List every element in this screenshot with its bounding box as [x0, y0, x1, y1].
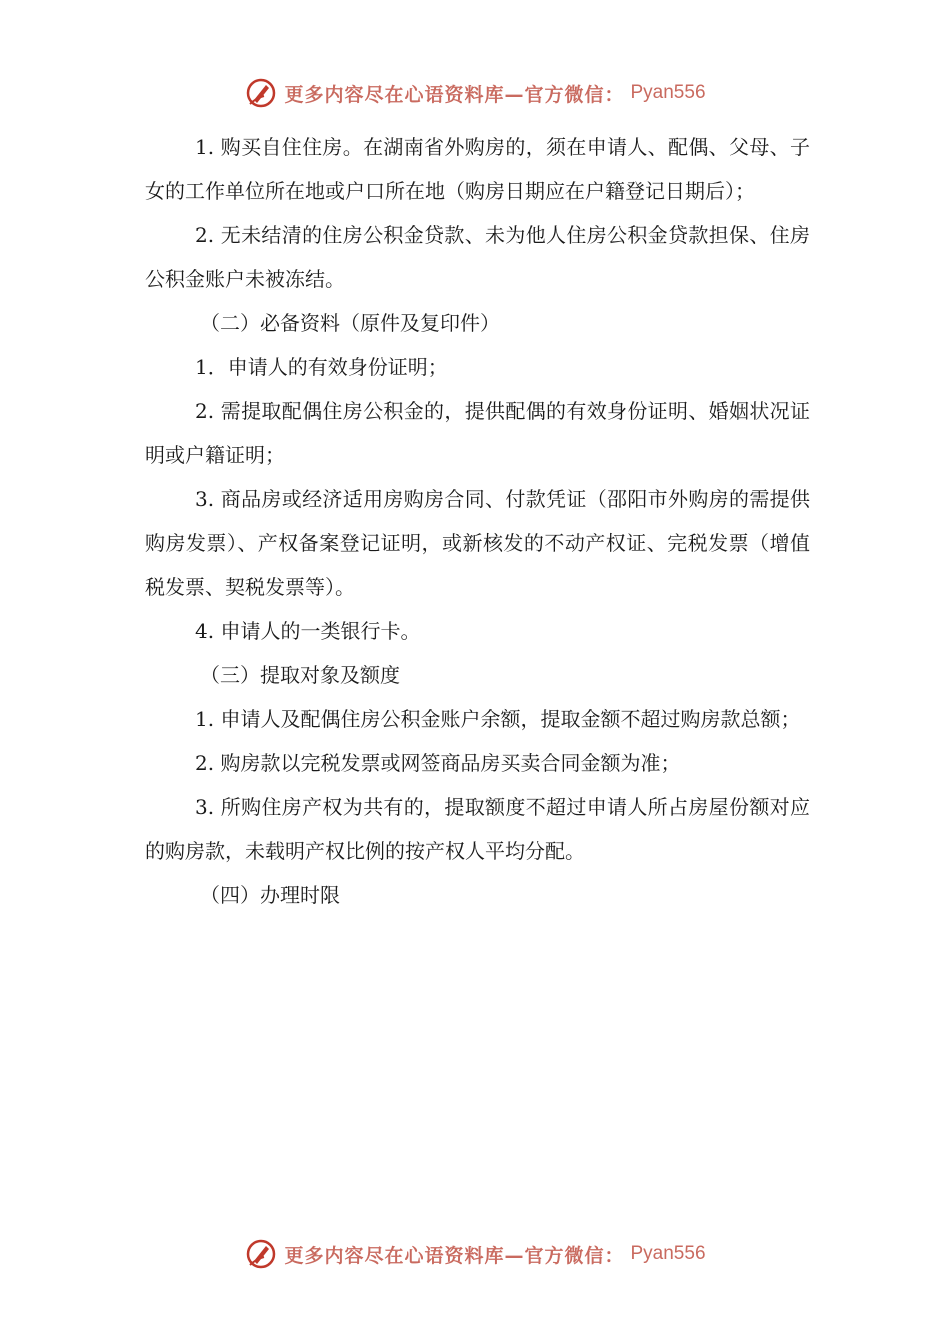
- header-watermark: [0, 73, 950, 113]
- paragraph: 2. 购房款以完税发票或网签商品房买卖合同金额为准；: [195, 751, 681, 775]
- section-heading: （四）办理时限: [200, 883, 340, 907]
- paragraph: 2. 需提取配偶住房公积金的，提供配偶的有效身份证明、婚姻状况证明或户籍证明；: [145, 399, 810, 467]
- paragraph: 1. 申请人及配偶住房公积金账户余额，提取金额不超过购房款总额；: [195, 707, 801, 731]
- watermark-logo-icon: [244, 76, 278, 110]
- watermark-logo-icon: [244, 1237, 278, 1271]
- watermark-wechat-id: Pyan556: [630, 82, 706, 103]
- paragraph: 3. 所购住房产权为共有的，提取额度不超过申请人所占房屋份额对应的购房款，未载明产权比例的按产权人平均分配。: [145, 795, 810, 863]
- footer-watermark: [0, 1234, 950, 1274]
- paragraph: 2. 无未结清的住房公积金贷款、未为他人住房公积金贷款担保、住房公积金账户未被冻结。: [145, 223, 810, 291]
- document-body: [145, 125, 810, 917]
- paragraph: 4. 申请人的一类银行卡。: [195, 619, 421, 643]
- paragraph: 1．申请人的有效身份证明；: [195, 355, 448, 379]
- watermark-text: 更多内容尽在心语资料库—官方微信：: [284, 1244, 625, 1267]
- section-heading: （三）提取对象及额度: [200, 663, 400, 687]
- paragraph: 1. 购买自住住房。在湖南省外购房的，须在申请人、配偶、父母、子女的工作单位所在地或户口所在地（购房日期应在户籍登记日期后）；: [145, 135, 810, 203]
- paragraph: 3. 商品房或经济适用房购房合同、付款凭证（邵阳市外购房的需提供购房发票）、产权备案登记证明，或新核发的不动产权证、完税发票（增值税发票、契税发票等）。: [145, 487, 810, 599]
- watermark-wechat-id: Pyan556: [630, 1243, 706, 1264]
- section-heading: （二）必备资料（原件及复印件）: [200, 311, 500, 335]
- watermark-text: 更多内容尽在心语资料库—官方微信：: [284, 83, 625, 106]
